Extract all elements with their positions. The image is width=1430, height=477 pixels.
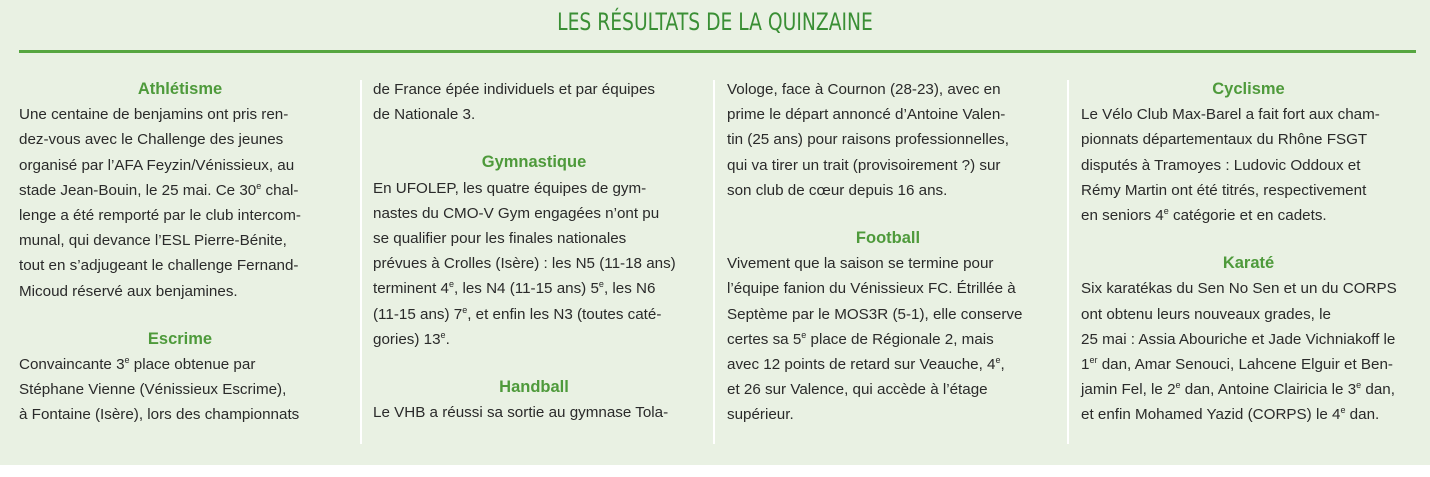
text-line: Micoud réservé aux benjamines.	[19, 282, 238, 300]
superscript: e	[1175, 380, 1181, 391]
text-line: Le Vélo Club Max-Barel a fait fort aux cham-	[1081, 106, 1380, 124]
page-title: LES RÉSULTATS DE LA QUINZAINE	[557, 8, 873, 36]
text-fragment: dan, Amar Senouci, Lahcene Elguir et Ben-	[1097, 356, 1393, 374]
text-line	[373, 276, 695, 301]
superscript: er	[1089, 355, 1098, 366]
text-line: lenge a été remporté par le club intercom-	[19, 207, 301, 225]
text-line: dez-vous avec le Challenge des jeunes	[19, 131, 284, 149]
text-fragment: (11-15 ans) 7	[373, 305, 463, 323]
text-line: tin (25 ans) pour raisons professionnelles,	[727, 131, 1009, 149]
text-line: 25 mai : Assia Abouriche et Jade Vichniakoff le	[1081, 330, 1396, 348]
text-line: ont obtenu leurs nouveaux grades, le	[1081, 305, 1331, 323]
text-line: Six karatékas du Sen No Sen et un du CORPS	[1081, 280, 1397, 298]
superscript: e	[1356, 380, 1362, 391]
heading-gymnastique: Gymnastique	[481, 153, 587, 172]
paragraph-gap	[1081, 228, 1416, 251]
heading-athletisme: Athlétisme	[137, 80, 223, 98]
text-line: à Fontaine (Isère), lors des championnats	[19, 406, 300, 424]
text-fragment: catégorie et en cadets.	[1168, 207, 1327, 225]
text-line: de France épée individuels et par équipes	[373, 81, 655, 98]
text-line: Vivement que la saison se termine pour	[727, 255, 994, 273]
superscript: e	[1163, 206, 1169, 217]
text-line: qui va tirer un trait (provisoirement ?) sur	[727, 156, 1001, 174]
text-line: son club de cœur depuis 16 ans.	[727, 181, 948, 199]
heading-escrime: Escrime	[147, 329, 213, 348]
superscript: e	[462, 304, 468, 315]
superscript: e	[448, 279, 454, 290]
text-line	[373, 302, 695, 327]
text-line: prime le départ annoncé d’Antoine Valen-	[727, 106, 1006, 124]
text-line: Une centaine de benjamins ont pris ren-	[19, 106, 289, 124]
superscript: e	[440, 329, 446, 340]
text-line	[727, 352, 1049, 377]
column-separator	[713, 80, 715, 444]
text-fragment: , et enfin les N3 (toutes caté-	[467, 305, 662, 323]
text-fragment: Convaincante 3	[19, 356, 125, 374]
text-line	[1081, 352, 1416, 377]
text-fragment: certes sa 5	[727, 330, 802, 348]
text-line: l’équipe fanion du Vénissieux FC. Étrillée à	[727, 280, 1016, 298]
column-separator	[1067, 80, 1069, 444]
text-line: et 26 sur Valence, qui accède à l’étage	[727, 381, 988, 399]
text-fragment: avec 12 points de retard sur Veauche, 4	[727, 356, 996, 374]
text-fragment: , les N6	[603, 280, 656, 298]
text-line: organisé par l’AFA Feyzin/Vénissieux, au	[19, 156, 295, 174]
column-separator	[360, 80, 362, 444]
superscript: e	[1340, 405, 1346, 416]
text-fragment: en seniors 4	[1081, 207, 1164, 225]
paragraph-gap	[373, 127, 695, 150]
superscript: e	[995, 355, 1001, 366]
text-line	[1081, 402, 1416, 427]
text-fragment: gories) 13	[373, 330, 441, 348]
text-fragment: terminent 4	[373, 280, 449, 298]
text-line: Le VHB a réussi sa sortie au gymnase Tola-	[373, 404, 669, 422]
text-fragment: place de Régionale 2, mais	[806, 330, 994, 348]
text-fragment: dan, Antoine Clairicia le 3	[1180, 381, 1357, 399]
heading-football: Football	[855, 229, 921, 248]
column-4	[1081, 77, 1416, 450]
text-fragment: chal-	[261, 181, 299, 199]
text-line: Stéphane Vienne (Vénissieux Escrime),	[19, 381, 287, 399]
text-line	[19, 178, 341, 203]
text-line: supérieur.	[727, 406, 794, 424]
column-3	[727, 77, 1049, 450]
superscript: e	[256, 180, 262, 191]
text-line: se qualifier pour les finales nationales	[373, 230, 627, 248]
text-line: Septème par le MOS3R (5-1), elle conserve	[727, 305, 1023, 323]
column-1	[19, 77, 341, 450]
superscript: e	[124, 355, 130, 366]
text-line: Rémy Martin ont été titrés, respectivement	[1081, 181, 1367, 199]
superscript: e	[598, 279, 604, 290]
text-fragment: place obtenue par	[129, 356, 256, 374]
column-2	[373, 77, 695, 450]
text-line: prévues à Crolles (Isère) : les N5 (11-18 ans)	[373, 255, 676, 273]
text-line: munal, qui devance l’ESL Pierre-Bénite,	[19, 232, 287, 250]
text-line: de Nationale 3.	[373, 106, 476, 124]
text-fragment: stade Jean-Bouin, le 25 mai. Ce 30	[19, 181, 257, 199]
text-fragment: ,	[1000, 356, 1005, 374]
paragraph-gap	[373, 352, 695, 375]
text-fragment: et enfin Mohamed Yazid (CORPS) le 4	[1081, 406, 1341, 424]
text-line	[1081, 377, 1416, 402]
heading-karate: Karaté	[1222, 254, 1275, 273]
text-fragment: , les N4 (11-15 ans) 5	[454, 280, 599, 298]
text-line: En UFOLEP, les quatre équipes de gym-	[373, 179, 647, 197]
text-line	[727, 327, 1049, 352]
paragraph-gap	[727, 203, 1049, 226]
text-line: disputés à Tramoyes : Ludovic Oddoux et	[1081, 156, 1361, 174]
title-rule	[19, 50, 1416, 53]
heading-handball: Handball	[499, 378, 569, 397]
text-line: nastes du CMO-V Gym engagées n’ont pu	[373, 204, 660, 222]
text-fragment: .	[445, 330, 450, 348]
text-line	[373, 327, 695, 352]
text-fragment: dan,	[1361, 381, 1395, 399]
heading-cyclisme: Cyclisme	[1212, 80, 1285, 98]
text-line: tout en s’adjugeant le challenge Fernand-	[19, 257, 299, 275]
text-line: pionnats départementaux du Rhône FSGT	[1081, 131, 1368, 149]
text-fragment: 1	[1081, 356, 1090, 374]
text-line	[1081, 203, 1416, 228]
text-line	[19, 352, 341, 377]
text-line: Vologe, face à Cournon (28-23), avec en	[727, 81, 1001, 98]
text-fragment: jamin Fel, le 2	[1081, 381, 1176, 399]
paragraph-gap	[19, 304, 341, 327]
text-fragment: dan.	[1345, 406, 1380, 424]
superscript: e	[801, 329, 807, 340]
